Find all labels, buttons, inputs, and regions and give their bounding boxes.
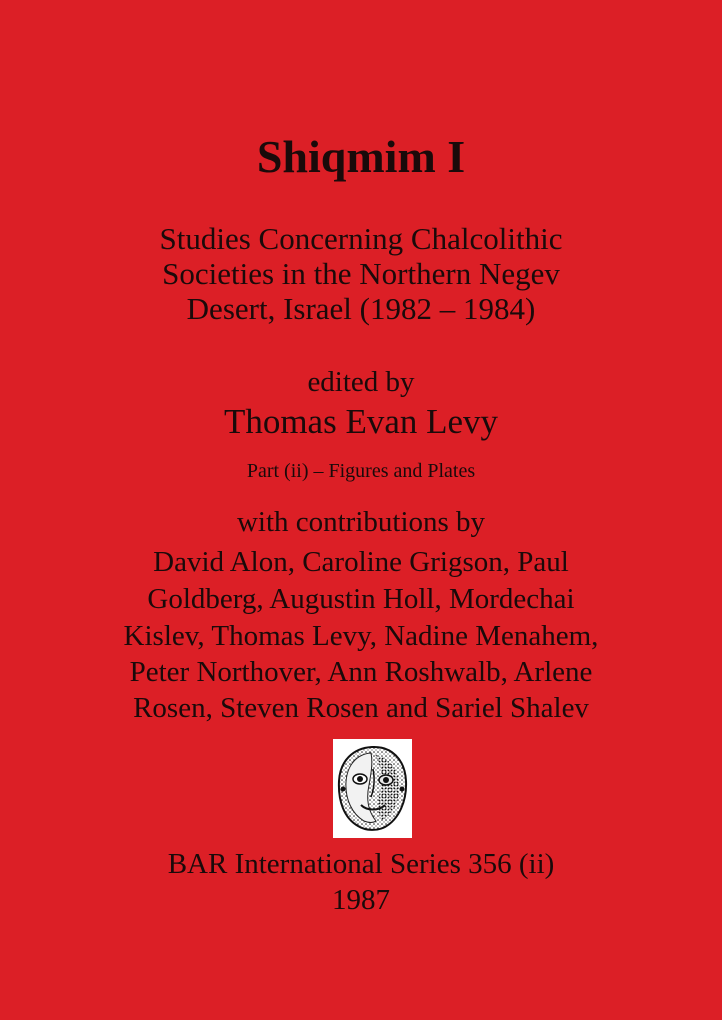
- book-title: Shiqmim I: [256, 131, 466, 182]
- contributors-line-3: Kislev, Thomas Levy, Nadine Menahem,: [123, 620, 599, 652]
- publication-year: 1987: [332, 884, 390, 916]
- carved-stone-face-drawing: [333, 739, 412, 838]
- contributors-line-2: Goldberg, Augustin Holl, Mordechai: [147, 583, 575, 615]
- part-label: Part (ii) – Figures and Plates: [246, 460, 476, 482]
- series-label: BAR International Series 356 (ii): [167, 848, 555, 880]
- contributors-line-1: David Alon, Caroline Grigson, Paul: [153, 546, 569, 578]
- subtitle-line-3: Desert, Israel (1982 – 1984): [186, 291, 536, 326]
- subtitle-line-2: Societies in the Northern Negev: [162, 256, 560, 291]
- subtitle-line-1: Studies Concerning Chalcolithic: [159, 221, 563, 256]
- contributors-line-4: Peter Northover, Ann Roshwalb, Arlene: [129, 656, 593, 688]
- edited-by-label: edited by: [307, 366, 415, 398]
- contributions-heading: with contributions by: [236, 506, 486, 538]
- editor-name: Thomas Evan Levy: [223, 402, 499, 441]
- contributors-line-5: Rosen, Steven Rosen and Sariel Shalev: [133, 692, 589, 724]
- carved-stone-face-icon: [333, 739, 412, 838]
